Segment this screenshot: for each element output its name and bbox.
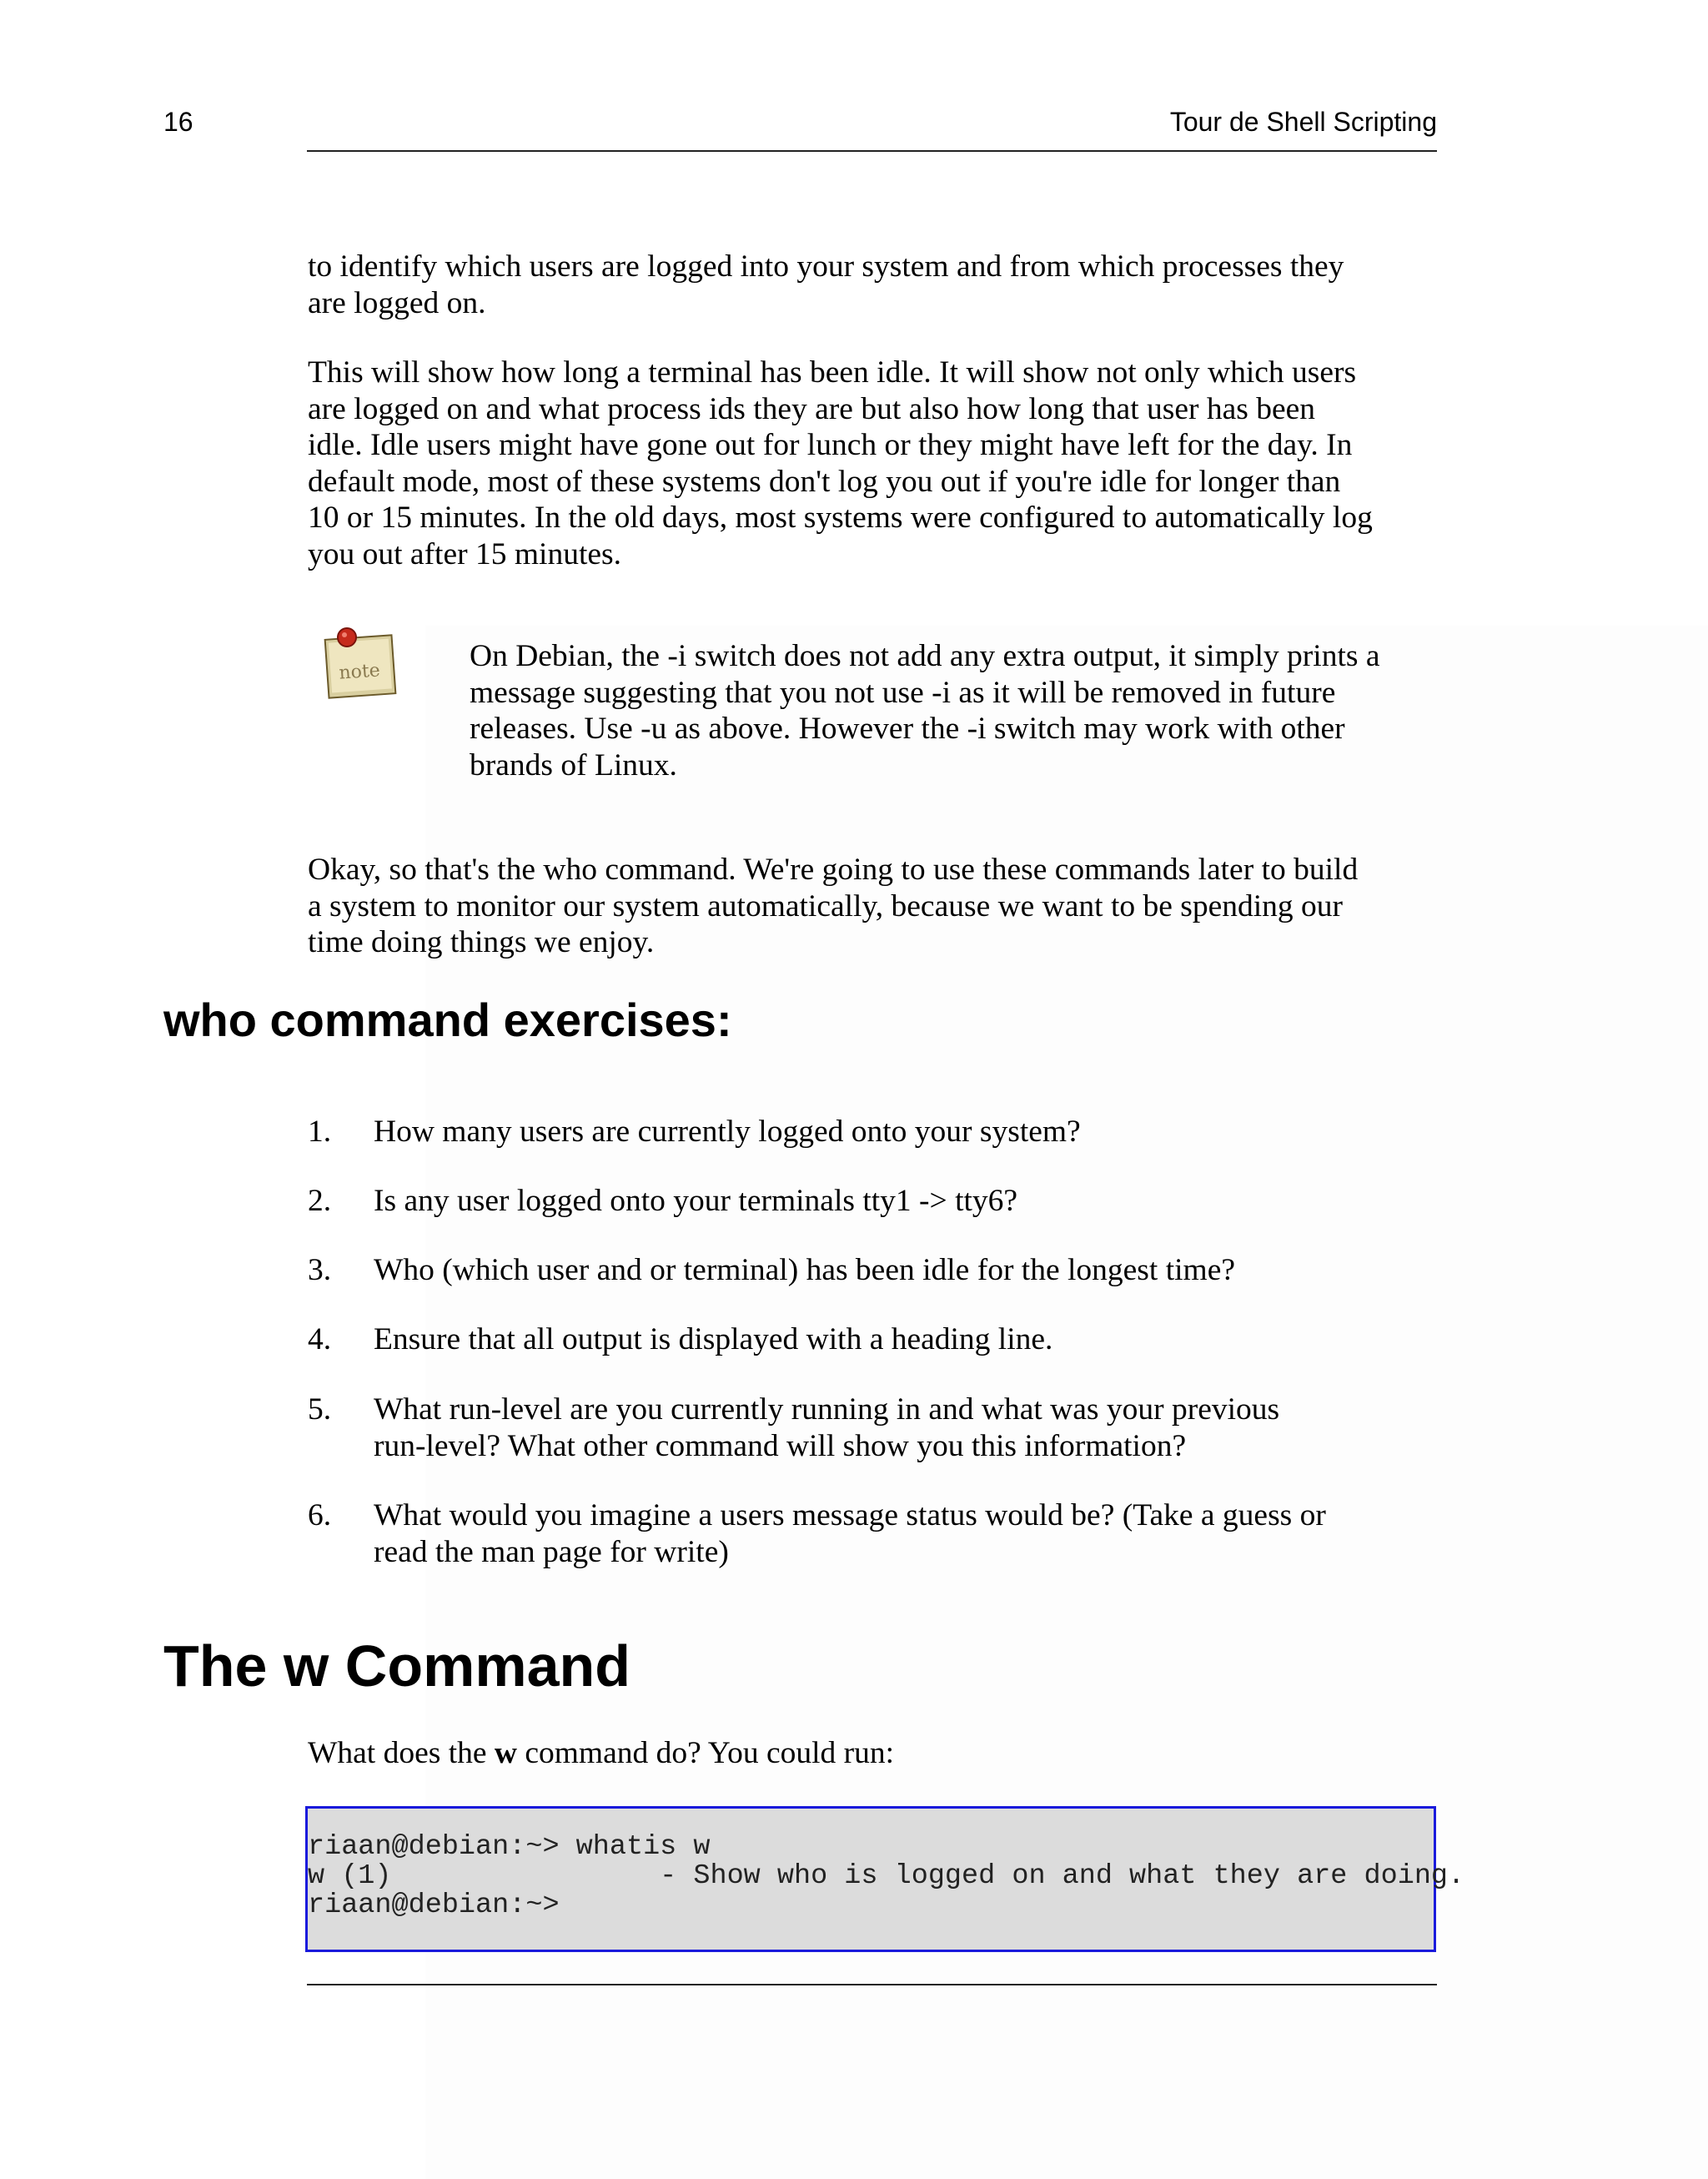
list-item-text: Is any user logged onto your terminals tty1 -> tty6? [374, 1184, 1018, 1218]
note-icon-label: note [338, 660, 381, 684]
list-item-number: 4. [308, 1322, 332, 1356]
list-item-number: 6. [308, 1498, 332, 1532]
exercises-heading: who command exercises: [163, 994, 732, 1046]
list-item-number: 1. [308, 1115, 332, 1149]
page-number: 16 [163, 107, 193, 137]
list-item-text: How many users are currently logged onto your system? [374, 1115, 1081, 1149]
w-command-heading: The w Command [163, 1633, 631, 1698]
summary-paragraph: Okay, so that's the who command. We're going to use these commands later to build a system to monitor our system automatically, because we want to be spending our time doing things we enjoy. [308, 853, 1359, 959]
note-text: On Debian, the -i switch does not add any extra output, it simply prints a message suggesting that you not use -i as it will be removed in future releases. Use -u as above. However the -i switch may work with other brands of Linux. [470, 639, 1380, 783]
footer-rule [307, 1984, 1437, 1985]
intro-paragraph-2: This will show how long a terminal has been idle. It will show not only which users are logged on and what process ids they are but also how long that user has been idle. Idle users might have gone out for lunch or they might have left for the day. In default mode, most of these systems don't log you out if you're idle for longer than 10 or 15 minutes. In the old days, most systems were configured to automatically log you out after 15 minutes. [308, 355, 1373, 571]
w-command-intro: What does the w command do? You could run: [308, 1736, 895, 1770]
list-item-number: 5. [308, 1392, 332, 1427]
w-command-name: w [494, 1736, 517, 1770]
header-rule [307, 150, 1437, 152]
intro-paragraph-1: to identify which users are logged into your system and from which processes they are logged on. [308, 249, 1344, 320]
list-item-number: 2. [308, 1184, 332, 1218]
list-item-number: 3. [308, 1253, 332, 1287]
list-item-text: Who (which user and or terminal) has been idle for the longest time? [374, 1253, 1235, 1287]
running-header-title: Tour de Shell Scripting [1169, 107, 1437, 137]
list-item-text: What run-level are you currently running in and what was your previous run-level? What other command will show you this information? [374, 1392, 1280, 1463]
note-icon [324, 626, 400, 702]
code-block-text: riaan@debian:~> whatis w w (1) - Show who is logged on and what they are doing. riaan@debian:~> [308, 1831, 1465, 1921]
list-item-text: Ensure that all output is displayed with a heading line. [374, 1322, 1053, 1356]
list-item-text: What would you imagine a users message status would be? (Take a guess or read the man page for write) [374, 1498, 1326, 1569]
